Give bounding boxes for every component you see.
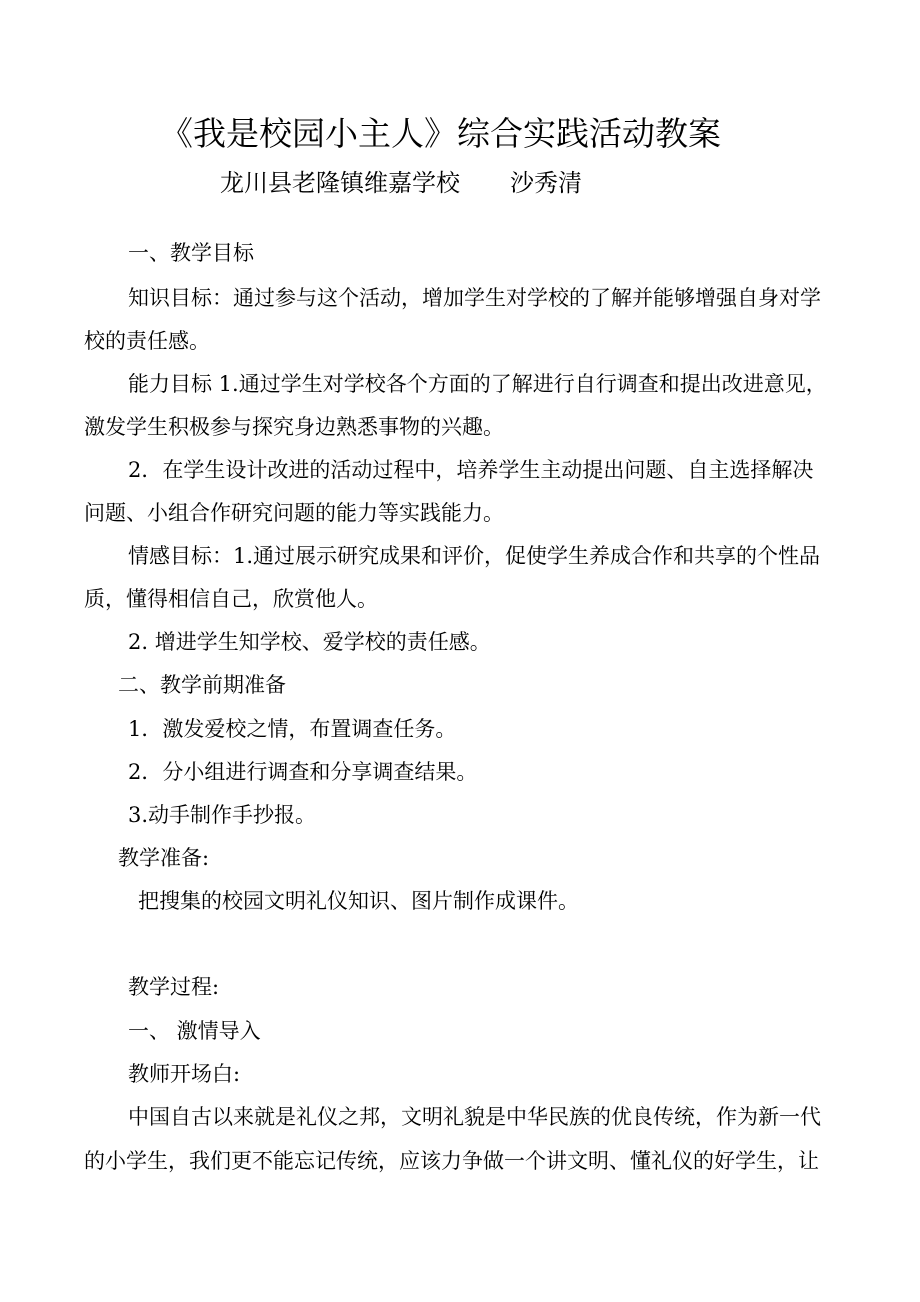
paragraph-line: 质，懂得相信自己，欣赏他人。 <box>84 587 378 611</box>
paragraph-line: 中国自古以来就是礼仪之邦，文明礼貌是中华民族的优良传统，作为新一代 <box>128 1105 821 1129</box>
paragraph-line: 知识目标：通过参与这个活动，增加学生对学校的了解并能够增强自身对学 <box>128 286 821 310</box>
subheading-teaching-process: 教学过程: <box>128 975 220 999</box>
list-item: 1．激发爱校之情，布置调查任务。 <box>128 717 457 741</box>
section-heading-goals: 一、教学目标 <box>128 241 254 265</box>
paragraph-line: 2. 增进学生知学校、爱学校的责任感。 <box>128 630 491 654</box>
paragraph-line: 把搜集的校园文明礼仪知识、图片制作成课件。 <box>138 889 579 913</box>
list-item: 3.动手制作手抄报。 <box>128 803 317 827</box>
section-heading-intro: 一、 激情导入 <box>128 1019 261 1043</box>
paragraph-line: 情感目标：1.通过展示研究成果和评价，促使学生养成合作和共享的个性品 <box>128 544 821 568</box>
paragraph-line: 能力目标 1.通过学生对学校各个方面的了解进行自行调查和提出改进意见， <box>128 372 827 396</box>
author-school: 龙川县老隆镇维嘉学校 <box>220 169 460 197</box>
section-heading-preparation: 二、教学前期准备 <box>118 673 286 697</box>
list-item: 2．分小组进行调查和分享调查结果。 <box>128 760 478 784</box>
paragraph-line: 问题、小组合作研究问题的能力等实践能力。 <box>84 501 504 525</box>
subheading-teaching-preparation: 教学准备: <box>118 846 210 870</box>
author-name: 沙秀清 <box>510 169 582 197</box>
subheading-opening-remarks: 教师开场白: <box>128 1062 241 1086</box>
author-line <box>220 168 582 198</box>
paragraph-line: 2．在学生设计改进的活动过程中，培养学生主动提出问题、自主选择解决 <box>128 458 814 482</box>
paragraph-line: 激发学生积极参与探究身边熟悉事物的兴趣。 <box>84 415 504 439</box>
document-title: 《我是校园小主人》综合实践活动教案 <box>160 114 721 153</box>
paragraph-line: 的小学生，我们更不能忘记传统，应该力争做一个讲文明、懂礼仪的好学生，让 <box>84 1149 819 1173</box>
paragraph-line: 校的责任感。 <box>84 329 210 353</box>
